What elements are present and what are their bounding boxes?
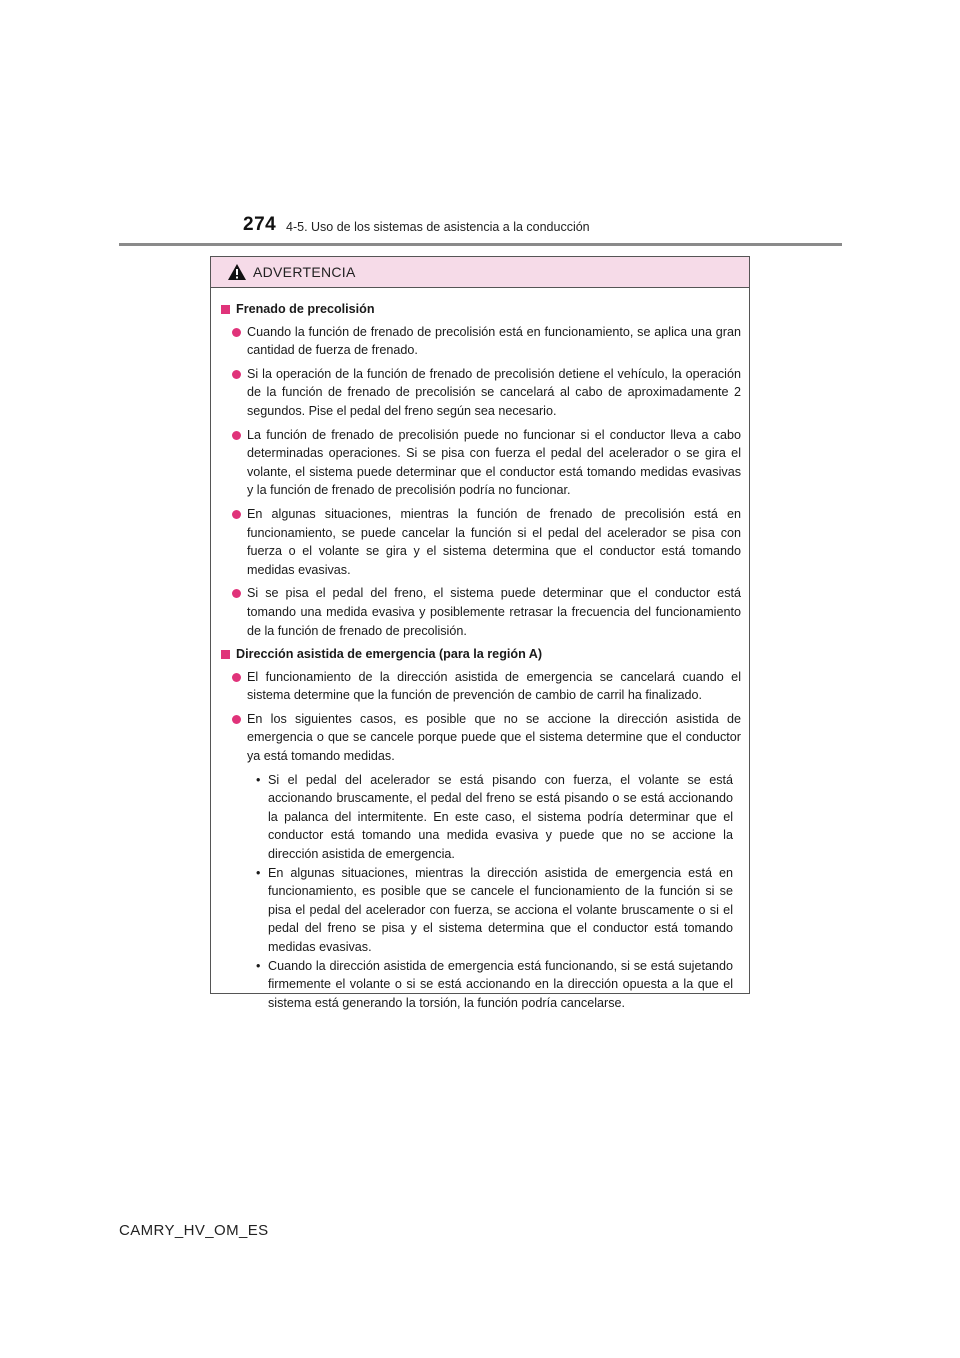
sub-list-item-text: Cuando la dirección asistida de emergencia está funcionando, si se está sujetando firmemente el volante o si se está accionando en la dirección opuesta a la que el sistema está generando la torsión, la función podría cancelarse.: [268, 958, 733, 1010]
dot-bullet-icon: [232, 715, 241, 724]
warning-triangle-icon: [227, 263, 247, 281]
sub-list-item: [256, 957, 733, 1013]
list-item-text: En los siguientes casos, es posible que no se accione la dirección asistida de emergencia o que se cancele porque puede que el sistema determine que el conductor ya está tomando medidas.: [247, 711, 741, 764]
list-item: [232, 323, 741, 360]
bullet-icon: •: [256, 958, 261, 973]
section-heading: [219, 300, 741, 319]
list-item-text: Si la operación de la función de frenado de precolisión detiene el vehículo, la operación de la función de frenado de precolisión se cancelará al cabo de aproximadamente 2 segundos. Pise el pedal del freno según sea necesario.: [247, 366, 741, 418]
list-item-text: Si se pisa el pedal del freno, el sistema puede determinar que el conductor está tomando una medida evasiva y posiblemente retrasar la frecuencia del funcionamiento de la función de frenado de precolisión.: [247, 586, 741, 638]
warning-body: [211, 288, 749, 1012]
bullet-icon: •: [256, 865, 261, 880]
bullet-icon: •: [256, 772, 261, 787]
list-item: [232, 365, 741, 421]
sub-list-item-text: En algunas situaciones, mientras la dirección asistida de emergencia está en funcionamiento, es posible que se cancele el funcionamiento de la función si se pisa el pedal del acelerador con fuerza, se acciona el volante bruscamente o si el pedal del freno se pisa y el sistema determina que el conductor está tomando medidas evasivas.: [268, 865, 733, 954]
footer-code: CAMRY_HV_OM_ES: [119, 1222, 269, 1239]
sub-list: [219, 771, 741, 1013]
warning-header: [211, 257, 749, 288]
list-item: [232, 505, 741, 579]
section-title: 4-5. Uso de los sistemas de asistencia a la conducción: [286, 220, 590, 234]
header-rule: [119, 243, 842, 246]
list-item: [232, 584, 741, 640]
dot-bullet-icon: [232, 370, 241, 379]
warning-title: ADVERTENCIA: [253, 264, 356, 280]
list-item-text: Cuando la función de frenado de precolisión está en funcionamiento, se aplica una gran cantidad de fuerza de frenado.: [247, 324, 741, 358]
list-item-text: El funcionamiento de la dirección asistida de emergencia se cancelará cuando el sistema determine que la función de prevención de cambio de carril ha finalizado.: [247, 669, 741, 703]
dot-bullet-icon: [232, 328, 241, 337]
sub-list-item: [256, 771, 733, 864]
list-item: [232, 426, 741, 500]
dot-bullet-icon: [232, 431, 241, 440]
list-item-text: En algunas situaciones, mientras la función de frenado de precolisión está en funcionamiento, se puede cancelar la función si el pedal del acelerador se pisa con fuerza o el volante se gira y el sistema determina que el conductor está tomando medidas evasivas.: [247, 506, 741, 577]
list-item: [232, 668, 741, 705]
list-item: [232, 710, 741, 766]
dot-bullet-icon: [232, 510, 241, 519]
sub-list-item-text: Si el pedal del acelerador se está pisando con fuerza, el volante se está accionando bruscamente, el pedal del freno se está pisando o se está accionando la palanca del intermitente. En este caso, el sistema podría determinar que el conductor está tomando una medida evasiva y puede que no se accione la dirección asistida de emergencia.: [268, 772, 733, 862]
page-number: 274: [243, 214, 277, 235]
sub-list-item: [256, 864, 733, 957]
list-item-text: La función de frenado de precolisión puede no funcionar si el conductor lleva a cabo determinadas operaciones. Si se pisa con fuerza el pedal del acelerador o se gira el volante, el sistema puede determinar que el conductor está tomando medidas evasivas y la función de frenado de precolisión podría no funcionar.: [247, 427, 741, 498]
section-heading: [219, 645, 741, 664]
dot-bullet-icon: [232, 589, 241, 598]
square-bullet-icon: [221, 305, 230, 314]
dot-bullet-icon: [232, 673, 241, 682]
warning-box: [210, 256, 750, 1010]
section-heading-text: Frenado de precolisión: [236, 302, 375, 316]
section-heading-text: Dirección asistida de emergencia (para la región A): [236, 647, 543, 662]
square-bullet-icon: [221, 650, 230, 659]
